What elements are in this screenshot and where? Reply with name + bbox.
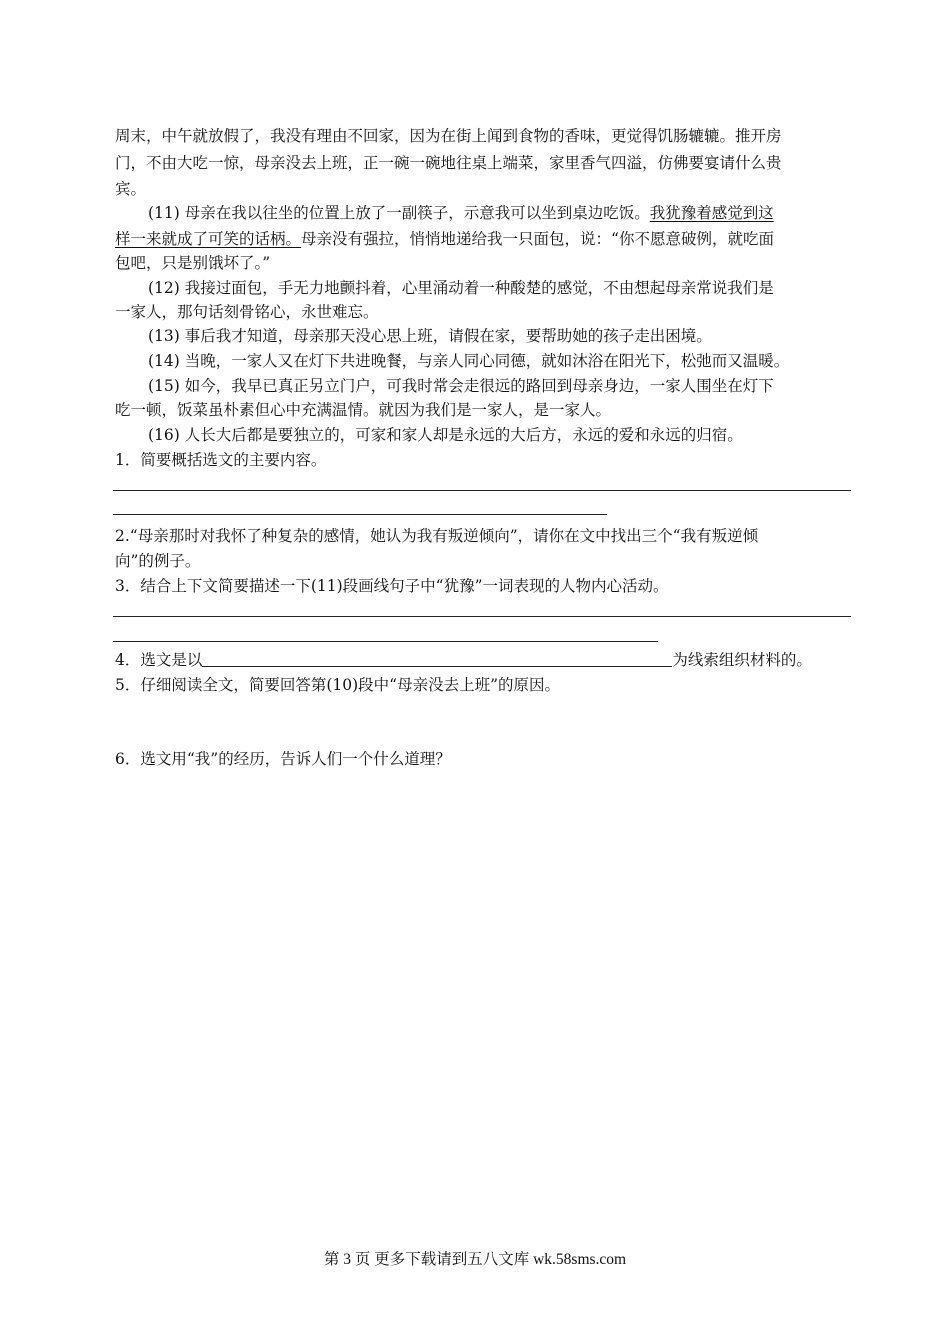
answer-line-q1-a[interactable] [113, 490, 851, 491]
question-5: 5．仔细阅读全文，简要回答第(10)段中“母亲没去上班”的原因。 [115, 676, 561, 694]
question-4 [115, 648, 812, 672]
passage-p12-line2: 一家人，那句话刻骨铭心，永世难忘。 [115, 303, 379, 321]
question-2-line1: 2.“母亲那时对我怀了种复杂的感情，她认为我有叛逆倾向”，请你在文中找出三个“我有叛逆倾 [115, 527, 759, 545]
passage-p11-line2 [115, 227, 774, 251]
passage-p16: (16) 人长大后都是要独立的，可家和家人却是永远的大后方，永远的爱和永远的归宿。 [148, 426, 743, 444]
question-6: 6．选文用“我”的经历，告诉人们一个什么道理？ [115, 750, 451, 768]
passage-p11-text-b: 母亲没有强拉，悄悄地递给我一只面包，说：“你不愿意破例，就吃面 [301, 230, 774, 248]
passage-p15-line1: (15) 如今，我早已真正另立门户，可我时常会走很远的路回到母亲身边，一家人围坐在灯下 [148, 377, 774, 395]
question-4-prefix: 4．选文是以 [115, 651, 203, 669]
answer-line-q3-b[interactable] [113, 641, 658, 642]
passage-p11-text: (11) 母亲在我以往坐的位置上放了一副筷子，示意我可以坐到桌边吃饭。 [148, 204, 650, 222]
passage-p10-line3: 宾。 [115, 180, 147, 198]
passage-p10-line1: 周末，中午就放假了，我没有理由不回家，因为在街上闻到食物的香味，更觉得饥肠辘辘。推开房 [115, 127, 782, 145]
passage-p10-line2: 门，不由大吃一惊，母亲没去上班，正一碗一碗地往桌上端菜，家里香气四溢，仿佛要宴请什么贵 [115, 154, 782, 172]
answer-line-q3-a[interactable] [113, 616, 851, 617]
passage-p13: (13) 事后我才知道，母亲那天没心思上班，请假在家，要帮助她的孩子走出困境。 [148, 327, 712, 345]
question-1: 1．简要概括选文的主要内容。 [115, 451, 327, 469]
passage-p14: (14) 当晚，一家人又在灯下共进晚餐，与亲人同心同德，就如沐浴在阳光下，松弛而又温暖。 [148, 352, 790, 370]
question-2-line2: 向”的例子。 [115, 552, 201, 570]
passage-p11-line3: 包吧，只是别饿坏了。” [115, 254, 271, 272]
question-4-suffix: 为线索组织材料的。 [672, 651, 812, 669]
passage-p11-line1 [148, 201, 774, 225]
passage-p12-line1: (12) 我接过面包，手无力地颤抖着，心里涌动着一种酸楚的感觉，不由想起母亲常说我们是 [148, 279, 774, 297]
answer-line-q1-b[interactable] [113, 514, 607, 515]
answer-blank-q4[interactable] [202, 650, 672, 667]
underlined-sentence-part2: 样一来就成了可笑的话柄。 [115, 230, 302, 248]
question-3: 3．结合上下文简要描述一下(11)段画线句子中“犹豫”一词表现的人物内心活动。 [115, 577, 669, 595]
passage-p15-line2: 吃一顿，饭菜虽朴素但心中充满温情。就因为我们是一家人，是一家人。 [115, 401, 612, 419]
page-footer: 第 3 页 更多下载请到五八文库 wk.58sms.com [323, 1251, 627, 1268]
underlined-sentence-part1: 我犹豫着感觉到这 [649, 204, 774, 222]
